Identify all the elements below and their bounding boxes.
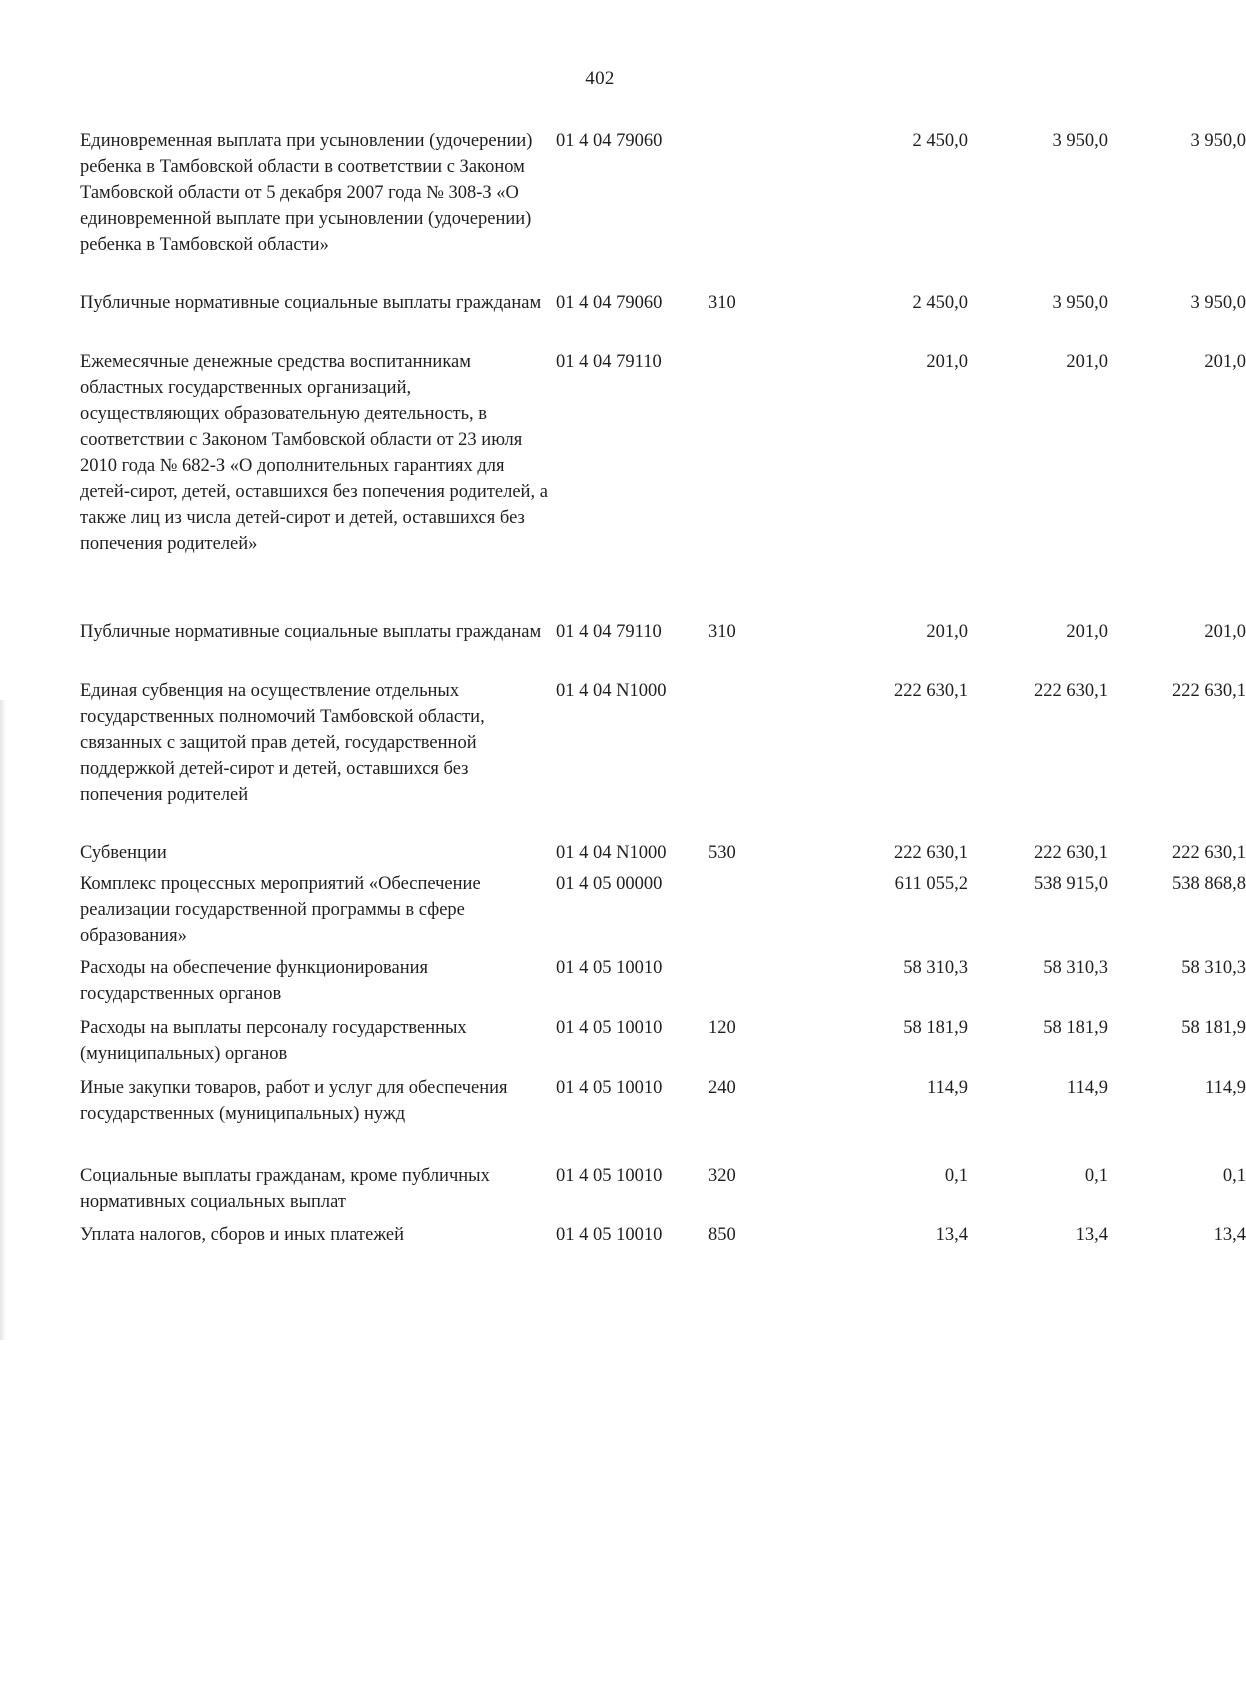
row-value-year-2: 222 630,1 bbox=[1034, 843, 1108, 863]
row-description: Субвенции bbox=[80, 843, 167, 863]
row-target-code: 01 4 05 00000 bbox=[556, 874, 663, 894]
row-target-code: 01 4 05 10010 bbox=[556, 1018, 663, 1038]
row-value-year-1: 2 450,0 bbox=[912, 131, 968, 151]
row-expense-type: 310 bbox=[708, 622, 736, 642]
row-value-year-3: 58 181,9 bbox=[1181, 1018, 1246, 1038]
row-target-code: 01 4 05 10010 bbox=[556, 1225, 663, 1245]
row-value-year-1: 13,4 bbox=[935, 1225, 968, 1245]
row-expense-type: 310 bbox=[708, 293, 736, 313]
row-value-year-2: 58 310,3 bbox=[1043, 958, 1108, 978]
row-value-year-2: 0,1 bbox=[1084, 1166, 1108, 1186]
row-value-year-1: 2 450,0 bbox=[912, 293, 968, 313]
row-description: Уплата налогов, сборов и иных платежей bbox=[80, 1225, 405, 1245]
row-value-year-1: 0,1 bbox=[944, 1166, 968, 1186]
row-value-year-3: 3 950,0 bbox=[1190, 293, 1246, 313]
row-target-code: 01 4 05 10010 bbox=[556, 1166, 663, 1186]
row-expense-type: 120 bbox=[708, 1018, 736, 1038]
row-target-code: 01 4 04 79060 bbox=[556, 293, 663, 313]
row-value-year-3: 58 310,3 bbox=[1181, 958, 1246, 978]
row-value-year-2: 3 950,0 bbox=[1052, 131, 1108, 151]
row-description: Расходы на выплаты персоналу государственных (муниципальных) органов bbox=[80, 1018, 467, 1064]
row-target-code: 01 4 04 79060 bbox=[556, 131, 663, 151]
row-value-year-2: 13,4 bbox=[1075, 1225, 1108, 1245]
row-value-year-3: 201,0 bbox=[1204, 352, 1246, 372]
row-expense-type: 530 bbox=[708, 843, 736, 863]
row-description: Единая субвенция на осуществление отдельных государственных полномочий Тамбовской области, связанных с защитой прав детей, государственной поддержкой детей-сирот и детей, оставшихся без попечения родителей bbox=[80, 681, 485, 805]
row-target-code: 01 4 05 10010 bbox=[556, 958, 663, 978]
row-description: Единовременная выплата при усыновлении (удочерении) ребенка в Тамбовской области в соответствии с Законом Тамбовской области от 5 декабря 2007 года № 308-З «О единовременной выплате при усыновлении (удочерении) ребенка в Тамбовской области» bbox=[80, 131, 533, 255]
row-value-year-2: 58 181,9 bbox=[1043, 1018, 1108, 1038]
row-value-year-2: 3 950,0 bbox=[1052, 293, 1108, 313]
row-value-year-1: 58 181,9 bbox=[903, 1018, 968, 1038]
row-target-code: 01 4 04 79110 bbox=[556, 352, 662, 372]
row-value-year-2: 201,0 bbox=[1066, 622, 1108, 642]
row-value-year-3: 0,1 bbox=[1222, 1166, 1246, 1186]
row-target-code: 01 4 04 N1000 bbox=[556, 681, 667, 701]
row-value-year-2: 222 630,1 bbox=[1034, 681, 1108, 701]
row-value-year-3: 201,0 bbox=[1204, 622, 1246, 642]
row-description: Ежемесячные денежные средства воспитанникам областных государственных организаций, осуществляющих образовательную деятельность, в соответствии с Законом Тамбовской области от 23 июля 2010 года № 682-З «О дополнительных гарантиях для детей-сирот, детей, оставшихся без попечения родителей, а также лиц из числа детей-сирот и детей, оставшихся без попечения родителей» bbox=[80, 352, 548, 554]
row-value-year-3: 3 950,0 bbox=[1190, 131, 1246, 151]
row-description: Иные закупки товаров, работ и услуг для обеспечения государственных (муниципальных) нужд bbox=[80, 1078, 508, 1124]
row-target-code: 01 4 04 79110 bbox=[556, 622, 662, 642]
row-value-year-3: 222 630,1 bbox=[1172, 843, 1246, 863]
row-value-year-3: 538 868,8 bbox=[1172, 874, 1246, 894]
row-value-year-1: 114,9 bbox=[927, 1078, 968, 1098]
row-description: Социальные выплаты гражданам, кроме публичных нормативных социальных выплат bbox=[80, 1166, 490, 1212]
row-value-year-1: 222 630,1 bbox=[894, 843, 968, 863]
row-value-year-1: 201,0 bbox=[926, 622, 968, 642]
row-expense-type: 850 bbox=[708, 1225, 736, 1245]
row-expense-type: 320 bbox=[708, 1166, 736, 1186]
row-description: Комплекс процессных мероприятий «Обеспечение реализации государственной программы в сфере образования» bbox=[80, 874, 481, 946]
row-value-year-1: 201,0 bbox=[926, 352, 968, 372]
row-expense-type: 240 bbox=[708, 1078, 736, 1098]
row-value-year-3: 13,4 bbox=[1213, 1225, 1246, 1245]
row-target-code: 01 4 04 N1000 bbox=[556, 843, 667, 863]
row-value-year-2: 538 915,0 bbox=[1034, 874, 1108, 894]
row-target-code: 01 4 05 10010 bbox=[556, 1078, 663, 1098]
row-value-year-3: 222 630,1 bbox=[1172, 681, 1246, 701]
row-value-year-3: 114,9 bbox=[1205, 1078, 1246, 1098]
row-description: Публичные нормативные социальные выплаты гражданам bbox=[80, 293, 542, 313]
row-value-year-2: 201,0 bbox=[1066, 352, 1108, 372]
row-description: Расходы на обеспечение функционирования государственных органов bbox=[80, 958, 429, 1004]
scan-edge-shadow bbox=[0, 700, 6, 1340]
row-description: Публичные нормативные социальные выплаты гражданам bbox=[80, 622, 542, 642]
row-value-year-1: 58 310,3 bbox=[903, 958, 968, 978]
row-value-year-1: 611 055,2 bbox=[894, 874, 968, 894]
page-number: 402 bbox=[585, 68, 615, 89]
row-value-year-1: 222 630,1 bbox=[894, 681, 968, 701]
row-value-year-2: 114,9 bbox=[1067, 1078, 1108, 1098]
